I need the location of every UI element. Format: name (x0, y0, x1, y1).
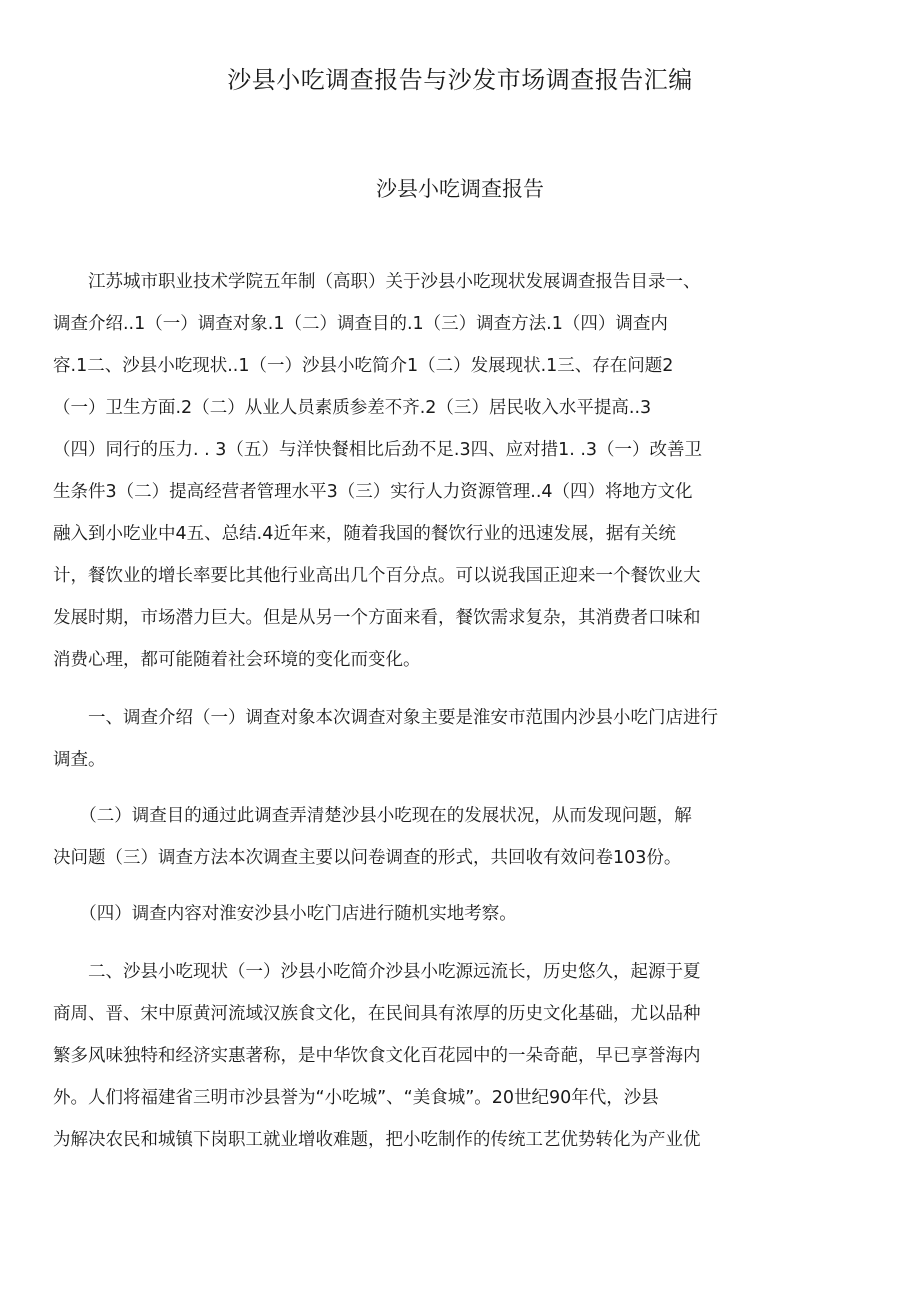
body-line: 决问题（三）调查方法本次调查主要以问卷调查的形式，共回收有效问卷103份。 (53, 848, 682, 868)
section-title: 沙县小吃调查报告 (376, 177, 544, 201)
body-line: （一）卫生方面.2（二）从业人员素质参差不齐.2（三）居民收入水平提高..3 (53, 398, 652, 418)
body-line: 发展时期，市场潜力巨大。但是从另一个方面来看，餐饮需求复杂，其消费者口味和 (53, 608, 701, 628)
body-line: 商周、晋、宋中原黄河流域汉族食文化，在民间具有浓厚的历史文化基础，尤以品种 (53, 1004, 701, 1024)
body-line: （二）调查目的通过此调查弄清楚沙县小吃现在的发展状况，从而发现问题，解 (53, 806, 692, 826)
body-line: （四）调查内容对淮安沙县小吃门店进行随机实地考察。 (53, 904, 517, 924)
body-line: 融入到小吃业中4五、总结.4近年来，随着我国的餐饮行业的迅速发展，据有关统 (53, 524, 676, 544)
body-line: 江苏城市职业技术学院五年制（高职）关于沙县小吃现状发展调查报告目录一、 (53, 272, 701, 292)
body-line: 繁多风味独特和经济实惠著称，是中华饮食文化百花园中的一朵奇葩，早已享誉海内 (53, 1046, 701, 1066)
body-line: 一、调查介绍（一）调查对象本次调查对象主要是淮安市范围内沙县小吃门店进行 (53, 708, 718, 728)
body-line: （四）同行的压力. . 3（五）与洋快餐相比后劲不足.3四、应对措1. .3（一）改善卫 (53, 440, 703, 460)
body-line: 容.1二、沙县小吃现状..1（一）沙县小吃简介1（二）发展现状.1三、存在问题2 (53, 356, 674, 376)
body-line: 计，餐饮业的增长率要比其他行业高出几个百分点。可以说我国正迎来一个餐饮业大 (53, 566, 701, 586)
document-title: 沙县小吃调查报告与沙发市场调查报告汇编 (227, 66, 693, 94)
body-line: 外。人们将福建省三明市沙县誉为“小吃城”、“美食城”。20世纪90年代，沙县 (53, 1088, 659, 1108)
body-line: 二、沙县小吃现状（一）沙县小吃简介沙县小吃源远流长，历史悠久，起源于夏 (53, 962, 701, 982)
body-line: 生条件3（二）提高经营者管理水平3（三）实行人力资源管理..4（四）将地方文化 (53, 482, 693, 502)
body-line: 消费心理，都可能随着社会环境的变化而变化。 (53, 650, 421, 670)
body-line: 调查介绍..1（一）调查对象.1（二）调查目的.1（三）调查方法.1（四）调查内 (53, 314, 668, 334)
body-line: 调查。 (53, 750, 106, 770)
body-line: 为解决农民和城镇下岗职工就业增收难题，把小吃制作的传统工艺优势转化为产业优 (53, 1130, 701, 1150)
